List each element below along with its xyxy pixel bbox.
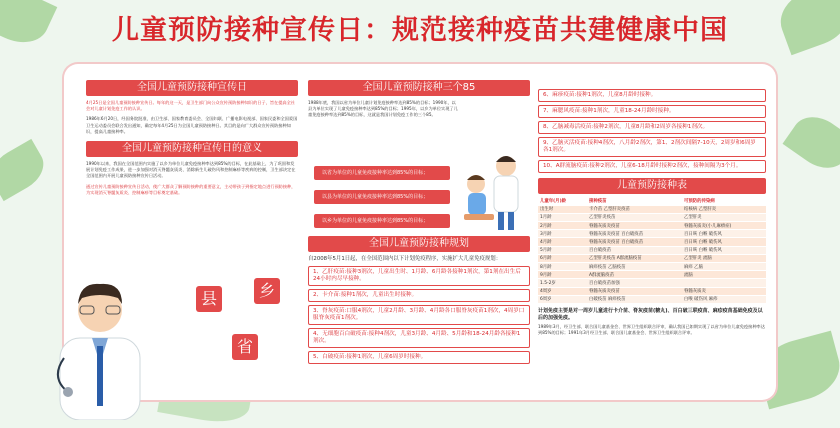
- vaccine-item: 5、白破疫苗:接种1剂次，儿童6周岁时接种。: [308, 351, 530, 364]
- leaf-decoration: [0, 139, 51, 201]
- table-row: [538, 213, 766, 221]
- table-cell: 百白破疫苗: [587, 246, 682, 254]
- table-cell: 1.5-2岁: [538, 279, 587, 287]
- table-cell: 1月龄: [538, 213, 587, 221]
- right-column: [538, 86, 766, 336]
- section-heading: 儿童预防接种表: [538, 178, 766, 194]
- table-row: [538, 205, 766, 213]
- table-cell: 脊髓灰质炎: [682, 287, 766, 295]
- table-cell: 百日咳 白喉 破伤风: [682, 246, 766, 254]
- vaccine-item: 2、卡介苗:接种1剂次，儿童出生时接种。: [308, 289, 530, 302]
- table-cell: [682, 279, 766, 287]
- paragraph: 自2008年5月1日起，在全国范围内以下计划免疫程序，实施扩大儿童免疫规划：: [308, 256, 502, 262]
- footer-summary: 计划免疫主要是对一周岁儿童进行卡介苗、脊灰疫苗(糖丸)、百白破三联疫苗、麻疹疫苗基础免疫及以后的加强免疫。: [538, 307, 763, 321]
- table-cell: 麻疹疫苗 乙脑疫苗: [587, 263, 682, 271]
- table-cell: 百日咳 白喉 破伤风: [682, 238, 766, 246]
- table-cell: 6月龄: [538, 254, 587, 262]
- table-cell: 4周岁: [538, 287, 587, 295]
- table-row: [538, 230, 766, 238]
- doctor-illustration: [40, 268, 160, 420]
- table-cell: 4月龄: [538, 238, 587, 246]
- table-row: [538, 279, 766, 287]
- table-cell: 脊髓灰质炎疫苗: [587, 287, 682, 295]
- section-heading: 全国儿童预防接种宣传日: [86, 80, 298, 96]
- goal-pill: 以省为单位的儿童免疫接种率达到85%的目标；: [314, 166, 450, 180]
- paragraph: 1990年以来，我国在全国范围内实施了以乡为单位儿童免疫接种率达到85%的目标，在此基础上，为了巩固和发展计划免疫工作成果，进一步加强对消灭脊髓灰质炎、消除新生儿破伤风和控制麻疹等疾病的控制，卫生部决定在全国范围内开展儿童预防接种宣传日活动。: [86, 161, 296, 179]
- stamp-county: 县: [196, 286, 222, 312]
- table-row: [538, 238, 766, 246]
- middle-column-lower: [308, 236, 530, 364]
- goal-pill: 以乡为单位的儿童免疫接种率达到85%的目标；: [314, 214, 450, 228]
- nurse-child-illustration: [456, 150, 532, 234]
- vaccine-item: 1、乙肝疫苗:接种3剂次，儿童出生时、1月龄、6月龄各接种1剂次，第1剂在出生后24小时内尽早接种。: [308, 266, 530, 286]
- table-cell: 乙型肝炎疫苗 A群流脑疫苗: [587, 254, 682, 262]
- table-cell: 乙型肝炎 流脑: [682, 254, 766, 262]
- table-cell: A群流脑疫苗: [587, 271, 682, 279]
- paragraph: 1988年底，我国以省为单位儿童计划免疫接种率达到85%的目标；1990年，以县为单位实现了儿童免疫接种率达到85%的目标；1995年，以乡为单位实现了儿童免疫接种率达到85%的目标，这就是我国计划免疫工作的三个85。: [308, 100, 458, 118]
- table-header: 儿童年(月)龄: [538, 197, 587, 205]
- table-cell: 脊髓灰质炎疫苗: [587, 222, 682, 230]
- table-cell: 乙型肝炎疫苗: [587, 213, 682, 221]
- paragraph: 1986年6月20日，经国务院批准，由卫生部、国家教育委员会、全国妇联、广播电影电视部、国家民委和全国爱国卫生运动委员会联合发出通知，确定每年4月25日为全国儿童预防接种日。其目的是向广大群众宣传预防接种知识，提高儿童接种率。: [86, 116, 298, 134]
- vaccine-item: 4、无细胞百白破疫苗:接种4剂次，儿童3月龄、4月龄、5月龄和18-24月龄各接种1剂次。: [308, 328, 530, 348]
- left-column: [86, 80, 298, 196]
- table-row: [538, 295, 766, 303]
- table-cell: 3月龄: [538, 230, 587, 238]
- table-cell: 8月龄: [538, 263, 587, 271]
- table-cell: 乙型肝炎: [682, 213, 766, 221]
- vaccine-item: 9、乙脑灭活疫苗:接种4剂次，八月龄2剂次，第1、2剂次间隔7-10天，2周岁和6周岁各1剂次。: [538, 137, 766, 157]
- table-cell: 2月龄: [538, 222, 587, 230]
- stamp-township: 乡: [254, 278, 280, 304]
- table-cell: 脊髓灰质炎疫苗 百白破疫苗: [587, 230, 682, 238]
- middle-column: [308, 80, 530, 119]
- vaccine-item: 7、麻腮风疫苗:接种1剂次，儿童18-24月龄时接种。: [538, 105, 766, 118]
- paragraph: 通过宣传儿童预防接种宣传日活动，使广大群众了解预防接种的重要意义，主动带孩子到指定地点进行预防接种，为实现消灭脊髓灰质炎、控制麻疹等目标奠定基础。: [86, 183, 296, 195]
- table-cell: 9月龄: [538, 271, 587, 279]
- table-row: [538, 263, 766, 271]
- vaccine-item: 3、脊灰疫苗:口服4剂次，儿童2月龄、3月龄、4月龄各口服脊灰疫苗1剂次，4周岁口服脊灰疫苗1剂次。: [308, 305, 530, 325]
- table-row: [538, 271, 766, 279]
- table-body: [538, 205, 766, 303]
- table-cell: 麻疹 乙脑: [682, 263, 766, 271]
- section-heading: 全国儿童预防接种三个85: [308, 80, 530, 96]
- table-cell: 脊髓灰质炎疫苗 百白破疫苗: [587, 238, 682, 246]
- table-cell: 白破疫苗 麻疹疫苗: [587, 295, 682, 303]
- vaccine-item: 10、A群流脑疫苗:接种2剂次，儿童6-18月龄时接种2剂次，接种间隔为3个月。: [538, 160, 766, 173]
- page-title: 儿童预防接种宣传日：规范接种疫苗共建健康中国: [112, 15, 728, 46]
- table-cell: 出生时: [538, 205, 587, 213]
- vaccine-item: 8、乙脑减毒活疫苗:接种2剂次，儿童8月龄和2周岁各接种1剂次。: [538, 121, 766, 134]
- table-cell: 流脑: [682, 271, 766, 279]
- leaf-decoration: [783, 107, 840, 178]
- section-heading: 全国儿童预防接种规划: [308, 236, 530, 252]
- table-cell: 卡介苗 乙型肝炎疫苗: [587, 205, 682, 213]
- paragraph: 4月25日是全国儿童预防接种宣传日。每年的这一天，是卫生部门向公众宣传预防接种知识的日子，旨在提高全社会对儿童计划免疫工作的认识。: [86, 100, 295, 112]
- vaccination-table: [538, 197, 766, 304]
- footer-paragraph: 1989年3月，经卫生部、联合国儿童基金会、世界卫生组织联合评审，确认我国已如期实现了以省为单位儿童免疫接种率达到85%的目标；1991年3月经卫生部、联合国儿童基金会、世界卫生组织联合评审。: [538, 323, 765, 336]
- table-cell: 结核病 乙型肝炎: [682, 205, 766, 213]
- table-cell: 白喉 破伤风 麻疹: [682, 295, 766, 303]
- table-cell: 脊髓灰质炎(小儿麻痹症): [682, 222, 766, 230]
- table-cell: 百白破疫苗加强: [587, 279, 682, 287]
- table-cell: 6周岁: [538, 295, 587, 303]
- table-row: [538, 287, 766, 295]
- vaccine-item: 6、麻疹疫苗:接种1剂次，儿童8月龄时接种。: [538, 89, 766, 102]
- table-header: 接种疫苗: [587, 197, 682, 205]
- section-heading: 全国儿童预防接种宣传日的意义: [86, 141, 298, 157]
- table-cell: 5月龄: [538, 246, 587, 254]
- table-row: [538, 222, 766, 230]
- table-row: [538, 254, 766, 262]
- goal-pill: 以县为单位的儿童免疫接种率达到85%的目标；: [314, 190, 450, 204]
- stamp-province: 省: [232, 334, 258, 360]
- table-row: [538, 246, 766, 254]
- table-cell: 百日咳 白喉 破伤风: [682, 230, 766, 238]
- table-header: 可预防的传染病: [682, 197, 766, 205]
